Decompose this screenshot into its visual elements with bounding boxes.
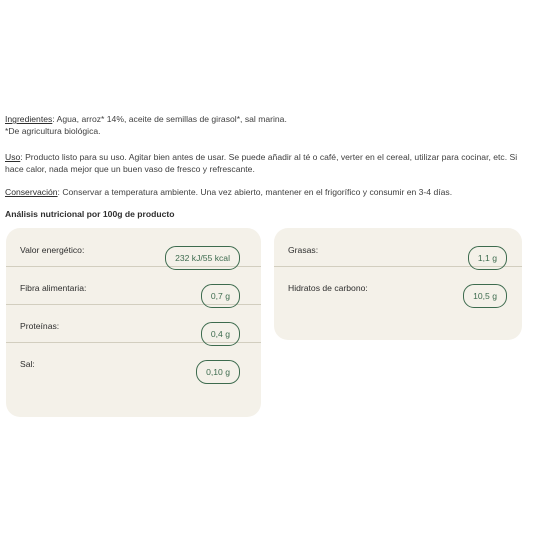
nutrition-label-salt: Sal: xyxy=(20,359,35,369)
nutrition-row-energy xyxy=(6,228,261,267)
nutrition-label-carbohydrates: Hidratos de carbono: xyxy=(288,283,368,293)
nutrition-label-protein: Proteínas: xyxy=(20,321,60,331)
nutrition-value-salt: 0,10 g xyxy=(196,360,240,384)
nutrition-value-fat: 1,1 g xyxy=(468,246,507,270)
usage-label: Uso xyxy=(5,152,21,162)
nutrition-row-fat xyxy=(274,228,522,267)
ingredients-label: Ingredientes xyxy=(5,114,53,124)
nutrition-label-fiber: Fibra alimentaria: xyxy=(20,283,87,293)
nutrition-row-fiber xyxy=(6,266,261,305)
nutrition-label-energy: Valor energético: xyxy=(20,245,85,255)
nutrition-row-protein xyxy=(6,304,261,343)
nutrition-value-fiber: 0,7 g xyxy=(201,284,240,308)
nutrition-value-protein: 0,4 g xyxy=(201,322,240,346)
nutrition-row-carbohydrates xyxy=(274,266,522,304)
nutrition-card-right xyxy=(274,228,522,340)
ingredients-note: *De agricultura biológica. xyxy=(5,125,101,136)
conservation-text: : Conservar a temperatura ambiente. Una vez abierto, mantener en el frigorífico y consumir en 3-4 días. xyxy=(57,187,453,197)
nutrition-row-salt xyxy=(6,342,261,380)
conservation-label: Conservación xyxy=(5,187,58,197)
ingredients-text: : Agua, arroz* 14%, aceite de semillas de girasol*, sal marina. xyxy=(52,114,287,124)
nutrition-label-fat: Grasas: xyxy=(288,245,319,255)
ingredients-line xyxy=(5,114,525,126)
usage-section xyxy=(5,152,525,175)
usage-text: : Producto listo para su uso. Agitar bien antes de usar. Se puede añadir al té o café, verter en el cereal, utilizar para cocinar, etc. Si hace calor, nada mejor que un buen vaso de fresco y refrescante. xyxy=(5,152,518,174)
nutrition-value-energy: 232 kJ/55 kcal xyxy=(165,246,240,270)
nutrition-value-carbohydrates: 10,5 g xyxy=(463,284,507,308)
nutrition-card-left xyxy=(6,228,261,417)
ingredients-section xyxy=(5,114,525,137)
nutrition-analysis-title: Análisis nutricional por 100g de producto xyxy=(5,209,175,219)
conservation-section xyxy=(5,187,525,199)
